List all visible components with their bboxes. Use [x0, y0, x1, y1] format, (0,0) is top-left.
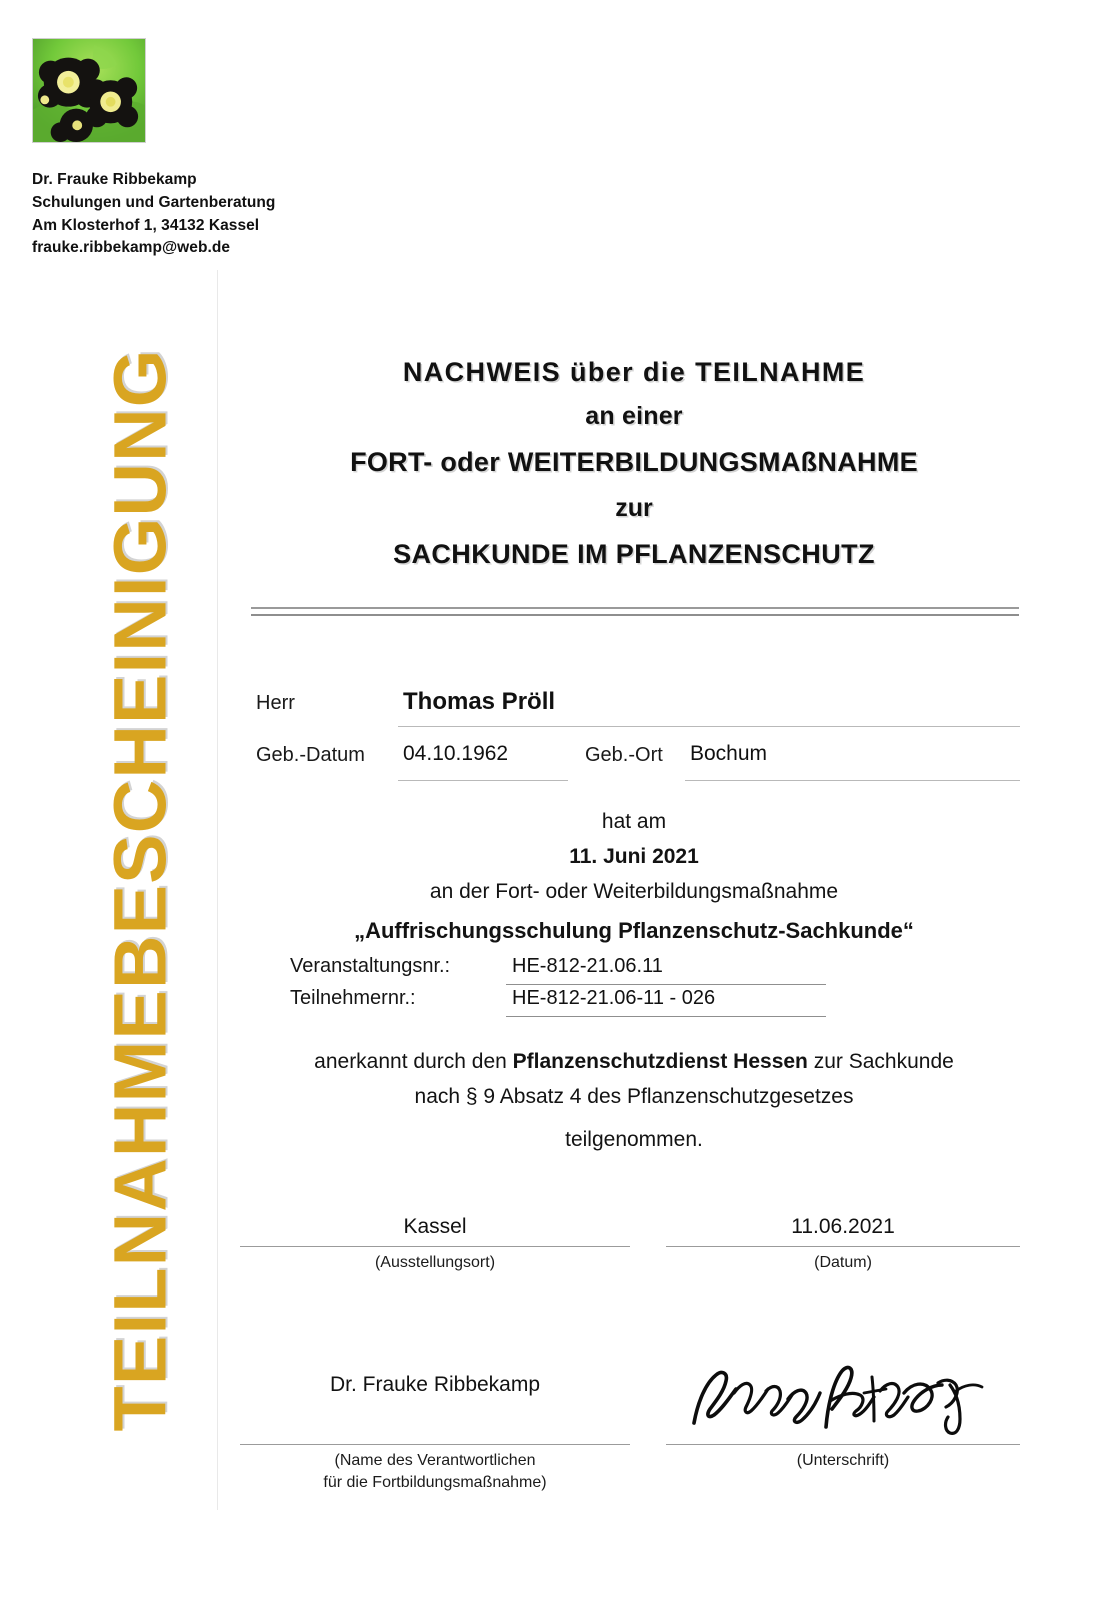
- headline-line-3: FORT- oder WEITERBILDUNGSMAßNAHME: [350, 447, 918, 477]
- issue-date-value: 11.06.2021: [791, 1215, 895, 1238]
- letterhead-business: Schulungen und Gartenberatung: [32, 193, 276, 211]
- certificate-headline: [248, 357, 1020, 570]
- signature-rule: [666, 1444, 1020, 1445]
- certificate-body: [248, 0, 1020, 1600]
- attendance-statement: [248, 810, 1020, 944]
- birthdate-value: 04.10.1962: [403, 742, 509, 765]
- headline-line-1: NACHWEIS über die TEILNAHME: [402, 357, 866, 387]
- divider-rule-top: [251, 607, 1019, 609]
- statement-hat-am: hat am: [601, 810, 667, 833]
- participant-name-value: Thomas Pröll: [403, 688, 556, 715]
- participant-name-underline: [398, 726, 1020, 727]
- responsible-name-value: Dr. Frauke Ribbekamp: [329, 1373, 541, 1396]
- place-value: Kassel: [403, 1215, 467, 1238]
- responsible-caption-line-2: für die Fortbildungsmaßnahme): [323, 1473, 547, 1491]
- recognition-post: zur Sachkunde: [807, 1050, 954, 1073]
- letterhead-email: frauke.ribbekamp@web.de: [32, 239, 231, 257]
- signature-caption: (Unterschrift): [796, 1452, 890, 1469]
- place-caption: (Ausstellungsort): [374, 1254, 496, 1271]
- participated-text: teilgenommen.: [565, 1128, 703, 1151]
- handwritten-signature-icon: [688, 1349, 988, 1441]
- birthplace-underline: [685, 780, 1020, 781]
- responsible-caption-line-1: (Name des Verantwortlichen: [334, 1452, 536, 1469]
- headline-line-2: an einer: [585, 402, 683, 430]
- responsible-name-caption: [240, 1450, 630, 1493]
- salutation-label: Herr: [256, 692, 295, 714]
- signature-column: [666, 1345, 1020, 1472]
- section-divider: [251, 607, 1019, 619]
- birthdate-label: Geb.-Datum: [256, 744, 365, 766]
- responsible-signature-area: [248, 1345, 1020, 1505]
- event-number-label: Veranstaltungsnr.:: [290, 955, 451, 977]
- recognition-pre: anerkannt durch den: [314, 1050, 513, 1073]
- divider-rule-bottom: [251, 614, 1019, 616]
- responsible-name-rule: [240, 1444, 630, 1445]
- letterhead-name: Dr. Frauke Ribbekamp: [32, 171, 197, 188]
- place-date-signature-area: [248, 1215, 1020, 1285]
- birthplace-label: Geb.-Ort: [585, 744, 663, 766]
- place-rule: [240, 1246, 630, 1247]
- event-number-value: HE-812-21.06.11: [512, 955, 663, 977]
- place-column: [240, 1215, 630, 1274]
- headline-line-4: zur: [615, 494, 653, 522]
- statement-course-date: 11. Juni 2021: [569, 845, 699, 868]
- event-number-row: [248, 955, 1020, 987]
- date-rule: [666, 1246, 1020, 1247]
- recognition-line-1: [248, 1050, 1020, 1074]
- participant-number-value: HE-812-21.06-11 - 026: [512, 987, 716, 1009]
- participant-birth-row: [248, 742, 1020, 798]
- registration-numbers: [248, 955, 1020, 1019]
- participant-number-row: [248, 987, 1020, 1019]
- letterhead-street-city: Am Klosterhof 1, 34132 Kassel: [32, 216, 260, 234]
- participant-details: [248, 690, 1020, 798]
- date-column: [666, 1215, 1020, 1274]
- statement-course-title: „Auffrischungsschulung Pflanzenschutz-Sachkunde“: [354, 918, 914, 943]
- recognition-text: [248, 1050, 1020, 1109]
- statement-measure-line: an der Fort- oder Weiterbildungsmaßnahme: [429, 880, 839, 903]
- date-caption: (Datum): [814, 1254, 872, 1271]
- vertical-title-strip: [62, 270, 218, 1510]
- vertical-title-text: TEILNAHMEBESCHEINIGUNG: [98, 348, 181, 1432]
- event-number-underline: [506, 984, 826, 985]
- recognition-line-2: nach § 9 Absatz 4 des Pflanzenschutzgesetzes: [414, 1085, 854, 1108]
- headline-line-5: SACHKUNDE IM PFLANZENSCHUTZ: [393, 539, 875, 569]
- participant-name-row: [248, 690, 1020, 742]
- company-logo-image: [32, 38, 146, 143]
- birthdate-underline: [398, 780, 568, 781]
- recognition-authority: Pflanzenschutzdienst Hessen: [512, 1050, 808, 1073]
- responsible-name-column: [240, 1345, 630, 1493]
- participant-number-underline: [506, 1016, 826, 1017]
- birthplace-value: Bochum: [690, 742, 768, 765]
- participant-number-label: Teilnehmernr.:: [290, 987, 416, 1009]
